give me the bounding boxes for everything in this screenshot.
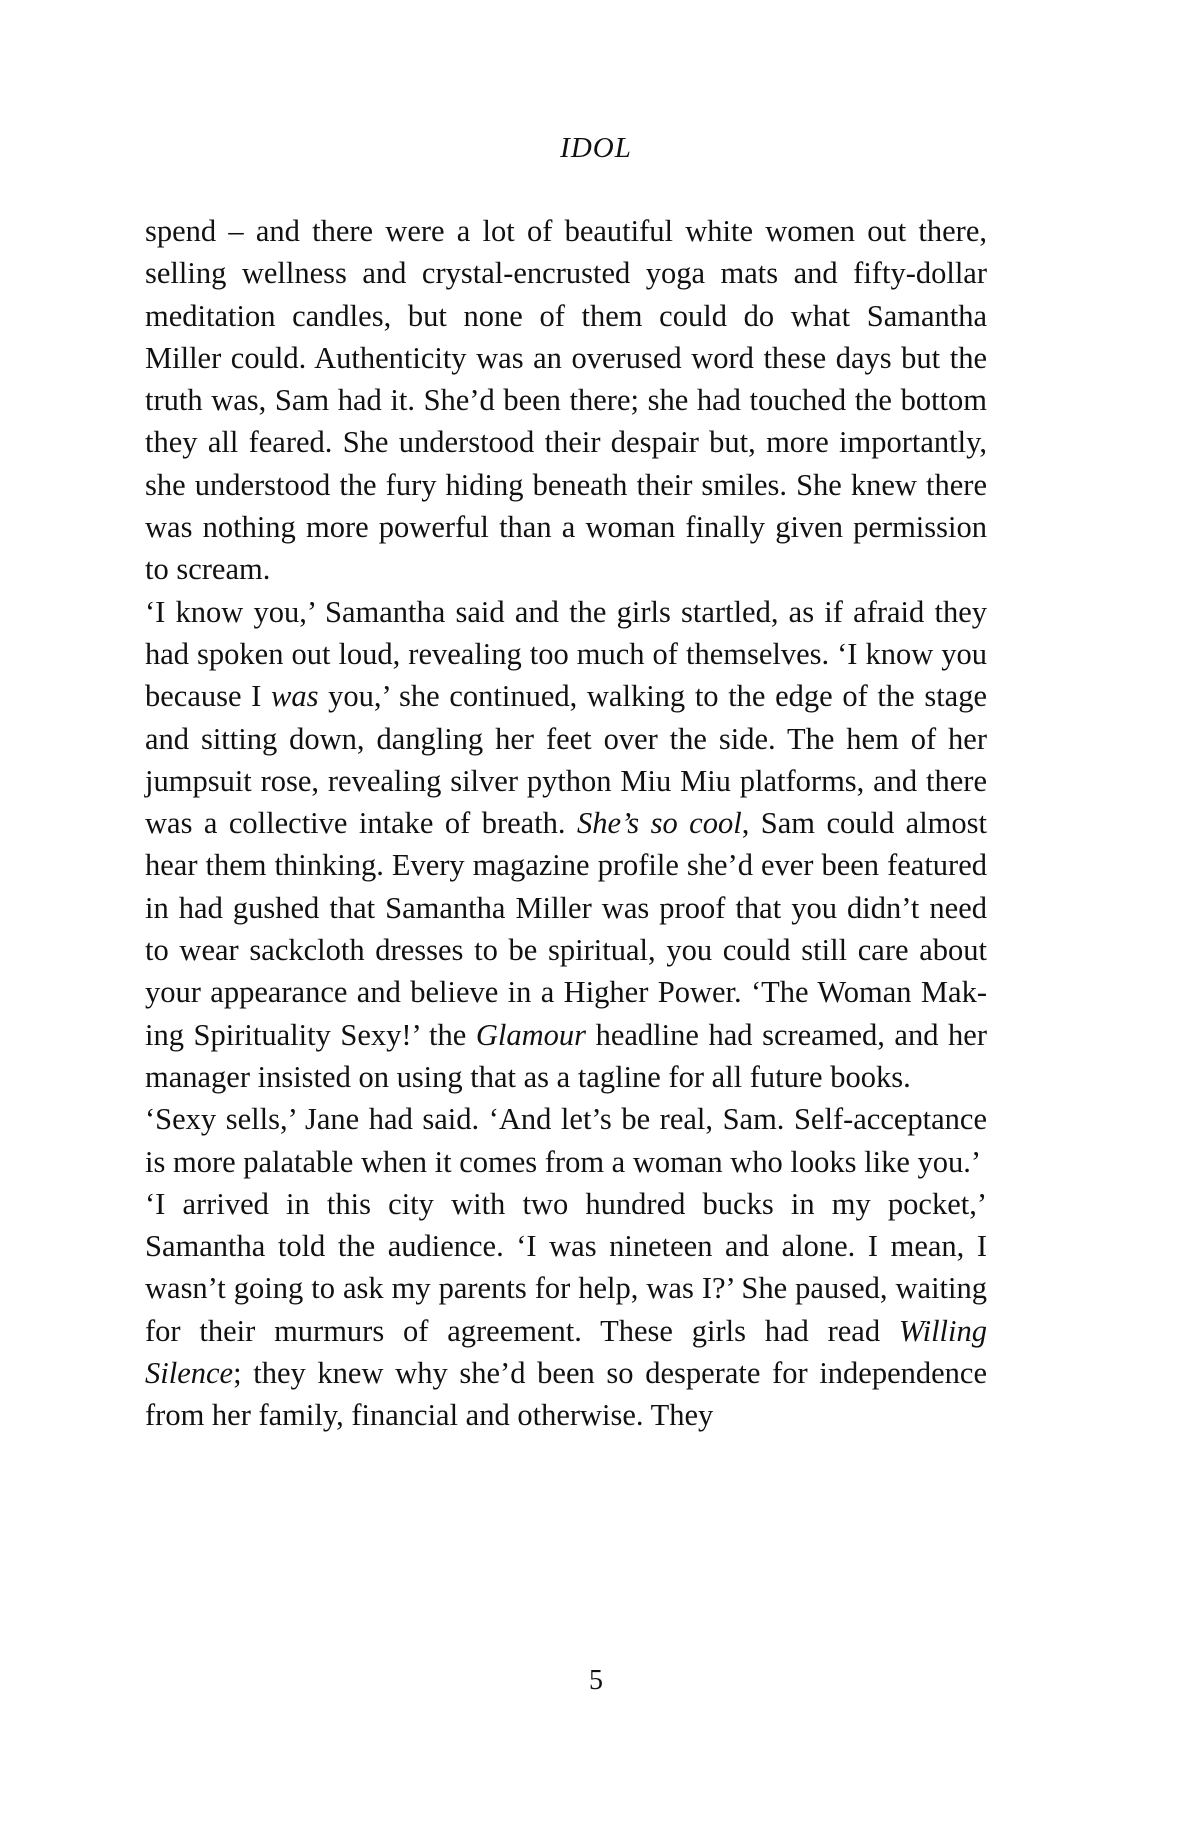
italic-segment: Glamour xyxy=(475,1017,586,1052)
page-number: 5 xyxy=(589,1665,603,1696)
text-segment: headline had screamed, and her manager insisted on using that as a tagline for all future books. xyxy=(145,1017,987,1094)
text-segment: , Sam could almost hear them thinking. Every magazine profile she’d ever been featured in had gushed that Samantha Miller was proof that you didn’t need to wear sackcloth dresses to be spiritual, you could still care about your appearance and believe in a Higher Power. ‘The Woman Making Spirituality Sexy!’ the xyxy=(145,806,987,1052)
body-text xyxy=(145,210,987,1437)
paragraph-3 xyxy=(145,1098,987,1183)
text-segment: you,’ she continued, walking to the edge of the stage and sitting down, dangling her feet over the side. The hem of her jumpsuit rose, revealing silver python Miu Miu platforms, and there was a collective intake of breath. xyxy=(145,679,987,841)
paragraph-4 xyxy=(145,1183,987,1437)
running-head: IDOL xyxy=(560,132,632,164)
italic-segment: Willing Silence xyxy=(145,1313,987,1391)
paragraph-2 xyxy=(145,591,987,1099)
text-segment: ; they knew why she’d been so desperate for independence from her family, financial and otherwise. They xyxy=(145,1356,987,1433)
paragraph-1 xyxy=(145,210,987,591)
text-segment: spend – and there were a lot of beautiful white women out there, selling wellness and crystal-encrusted yoga mats and fifty-dollar meditation candles, but none of them could do what Samantha Miller could. Authenticity was an overused word these days but the truth was, Sam had it. She’d been there; she had touched the bottom they all feared. She understood their despair but, more importantly, she understood the fury hiding beneath their smiles. She knew there was nothing more powerful than a woman finally given permission to scream. xyxy=(145,214,987,587)
text-segment: ‘Sexy sells,’ Jane had said. ‘And let’s be real, Sam. Self-acceptance is more palatable when it comes from a woman who looks like you.’ xyxy=(145,1102,987,1179)
italic-segment: She’s so cool xyxy=(577,806,742,841)
text-segment: ‘I know you,’ Samantha said and the girls startled, as if afraid they had spoken out loud, revealing too much of themselves. ‘I know you because I xyxy=(145,594,987,714)
italic-segment: was xyxy=(271,679,319,714)
text-segment: ‘I arrived in this city with two hundred bucks in my pocket,’ Samantha told the audience. ‘I was nineteen and alone. I mean, I wasn’t going to ask my parents for help, was I?’ She paused, waiting for their murmurs of agreement. These girls had read xyxy=(145,1186,987,1348)
